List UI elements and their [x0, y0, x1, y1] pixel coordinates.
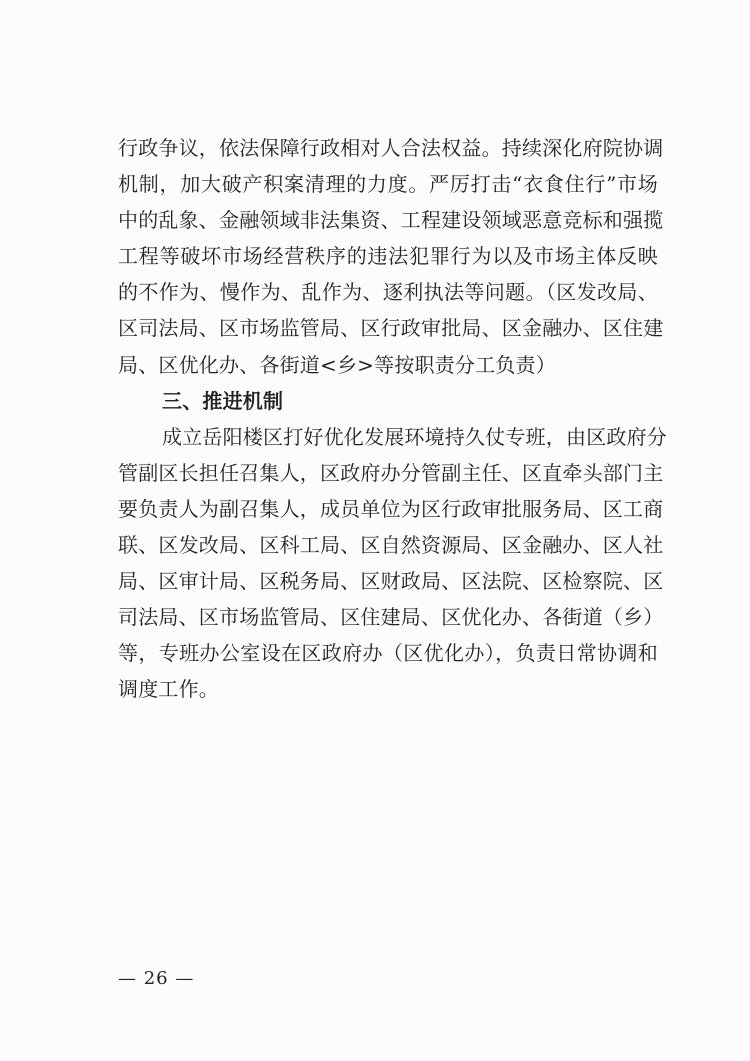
text-line: 机制，加大破产积案清理的力度。严厉打击“衣食住行”市场 [118, 172, 658, 197]
text-line: 局、区审计局、区税务局、区财政局、区法院、区检察院、区 [118, 569, 664, 594]
paragraph-mechanism [118, 419, 667, 708]
text-line: 成立岳阳楼区打好优化发展环境持久仗专班，由区政府分 [162, 424, 667, 449]
text-line: 司法局、区市场监管局、区住建局、区优化办、各街道（乡） [118, 605, 664, 630]
text-line: 行政争议，依法保障行政相对人合法权益。持续深化府院协调 [118, 136, 664, 160]
text-line: 工程等破坏市场经营秩序的违法犯罪行为以及市场主体反映 [118, 244, 658, 269]
text-line: 区司法局、区市场监管局、区行政审批局、区金融办、区住建 [118, 316, 664, 341]
section-heading: 三、推进机制 [162, 388, 284, 413]
text-line: 联、区发改局、区科工局、区自然资源局、区金融办、区人社 [118, 533, 664, 558]
text-line: 管副区长担任召集人，区政府办分管副主任、区直牵头部门主 [118, 460, 664, 485]
text-line: 调度工作。 [118, 677, 219, 702]
text-line: 要负责人为副召集人，成员单位为区行政审批服务局、区工商 [118, 496, 664, 521]
page-number: — 26 — [118, 968, 195, 989]
paragraph-law-enforcement [118, 130, 664, 383]
text-line: 的不作为、慢作为、乱作为、逐利执法等问题。（区发改局、 [118, 280, 658, 305]
text-line: 局、区优化办、各街道<乡>等按职责分工负责） [118, 352, 556, 377]
document-body [118, 130, 667, 708]
text-line: 等，专班办公室设在区政府办（区优化办），负责日常协调和 [118, 641, 658, 666]
text-line: 中的乱象、金融领域非法集资、工程建设领域恶意竞标和强揽 [118, 208, 664, 233]
